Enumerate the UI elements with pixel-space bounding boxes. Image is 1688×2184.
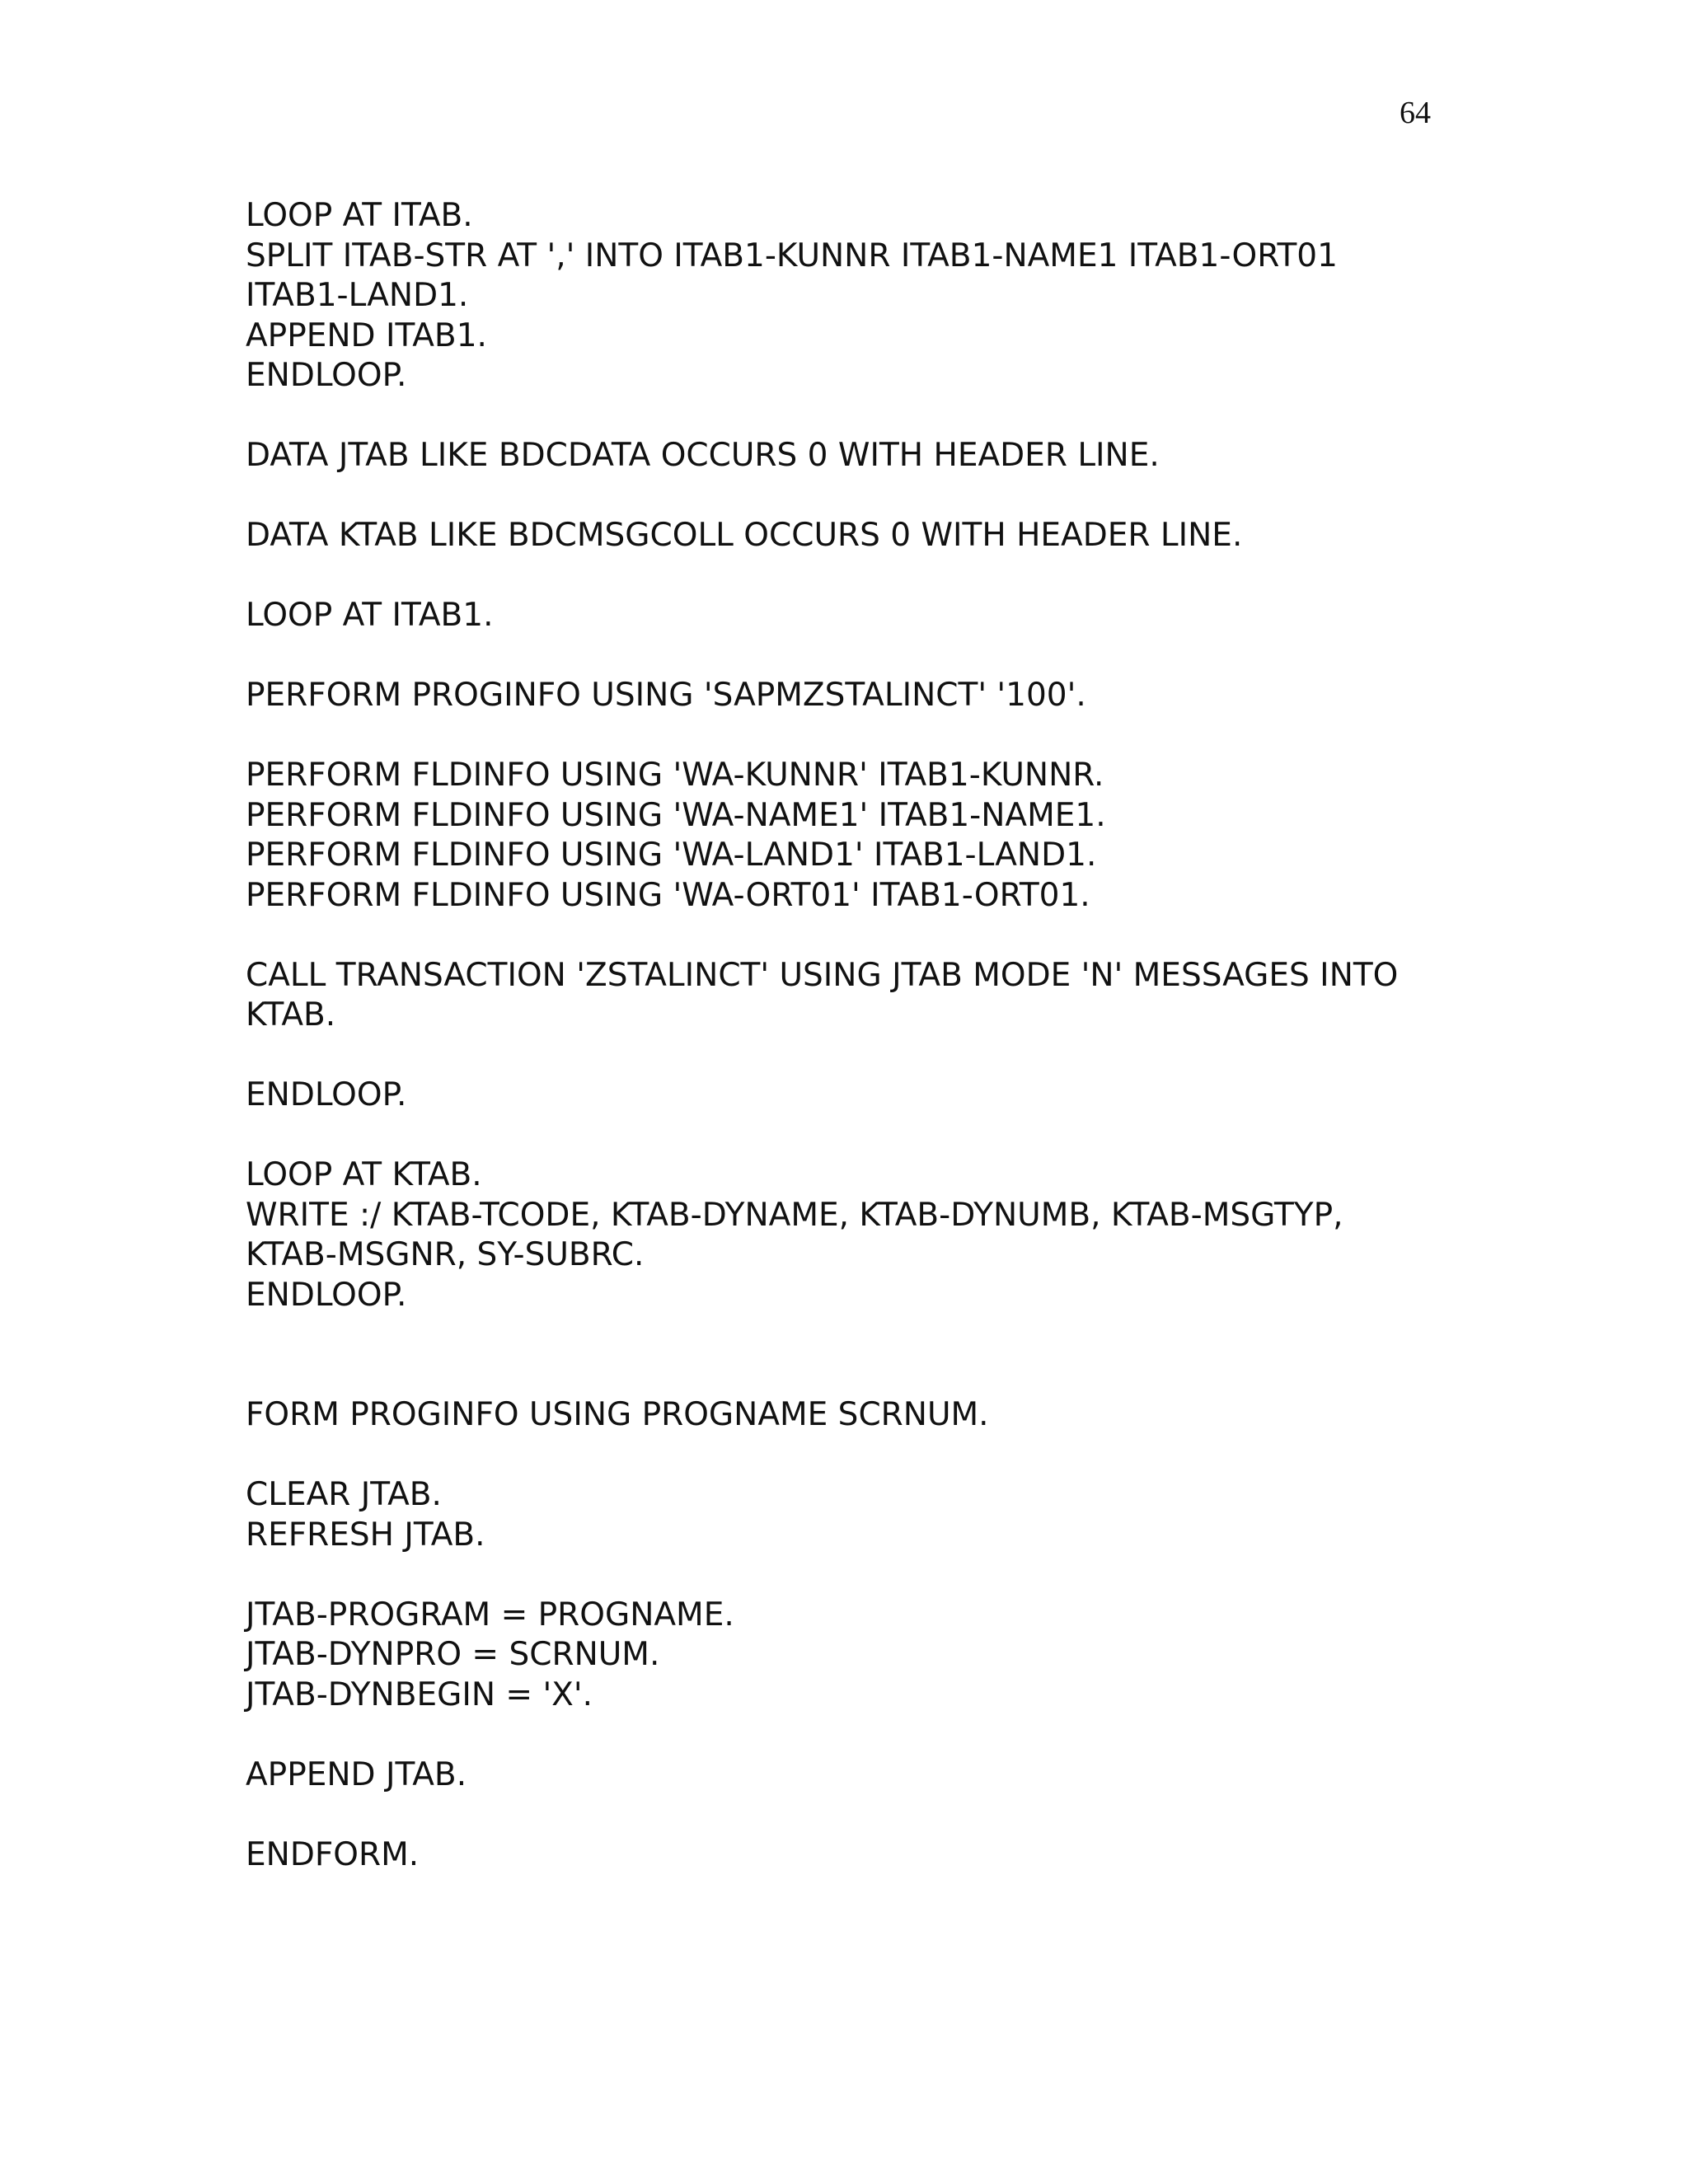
- block-spacer: [246, 1116, 1465, 1156]
- code-line: CLEAR JTAB.: [246, 1476, 442, 1513]
- code-line: LOOP AT ITAB.: [246, 197, 473, 234]
- code-line: APPEND ITAB1.: [246, 316, 487, 354]
- code-line: LOOP AT ITAB1.: [246, 597, 494, 634]
- code-line: ENDLOOP.: [246, 1276, 407, 1314]
- block-spacer: [246, 1436, 1465, 1476]
- block-spacer: [246, 1315, 1465, 1356]
- code-line: PERFORM FLDINFO USING 'WA-KUNNR' ITAB1-KUNNR.: [246, 757, 1104, 794]
- code-line: WRITE :/ KTAB-TCODE, KTAB-DYNAME, KTAB-DYNUMB, KTAB-MSGTYP,: [246, 1196, 1343, 1234]
- code-line: APPEND JTAB.: [246, 1755, 467, 1793]
- code-listing: [246, 196, 1465, 1875]
- code-line: JTAB-DYNBEGIN = 'X'.: [246, 1675, 593, 1713]
- block-spacer: [246, 556, 1465, 597]
- code-line: SPLIT ITAB-STR AT ',' INTO ITAB1-KUNNR ITAB1-NAME1 ITAB1-ORT01: [246, 237, 1338, 274]
- block-spacer: [246, 636, 1465, 677]
- code-line: DATA JTAB LIKE BDCDATA OCCURS 0 WITH HEADER LINE.: [246, 437, 1160, 474]
- code-line: JTAB-DYNPRO = SCRNUM.: [246, 1636, 660, 1673]
- block-spacer: [246, 916, 1465, 956]
- code-line: PERFORM FLDINFO USING 'WA-NAME1' ITAB1-NAME1.: [246, 796, 1106, 834]
- block-spacer: [246, 1715, 1465, 1755]
- block-spacer: [246, 1555, 1465, 1596]
- page-number: 64: [1400, 96, 1431, 130]
- code-line: ITAB1-LAND1.: [246, 277, 469, 314]
- block-spacer: [246, 476, 1465, 517]
- block-spacer: [246, 1036, 1465, 1076]
- code-line: DATA KTAB LIKE BDCMSGCOLL OCCURS 0 WITH HEADER LINE.: [246, 517, 1243, 554]
- code-line: KTAB-MSGNR, SY-SUBRC.: [246, 1236, 645, 1273]
- block-spacer: [246, 1356, 1465, 1396]
- block-spacer: [246, 716, 1465, 757]
- code-line: REFRESH JTAB.: [246, 1516, 485, 1554]
- code-line: PERFORM FLDINFO USING 'WA-LAND1' ITAB1-LAND1.: [246, 837, 1097, 874]
- code-line: JTAB-PROGRAM = PROGNAME.: [246, 1596, 734, 1633]
- code-line: ENDLOOP.: [246, 1076, 407, 1113]
- code-line: PERFORM PROGINFO USING 'SAPMZSTALINCT' '100'.: [246, 677, 1086, 714]
- block-spacer: [246, 1795, 1465, 1835]
- code-line: KTAB.: [246, 996, 336, 1033]
- code-line: CALL TRANSACTION 'ZSTALINCT' USING JTAB MODE 'N' MESSAGES INTO: [246, 956, 1399, 994]
- code-line: ENDLOOP.: [246, 357, 407, 394]
- code-line: FORM PROGINFO USING PROGNAME SCRNUM.: [246, 1396, 989, 1433]
- code-line: PERFORM FLDINFO USING 'WA-ORT01' ITAB1-ORT01.: [246, 876, 1090, 914]
- block-spacer: [246, 396, 1465, 437]
- code-line: LOOP AT KTAB.: [246, 1156, 482, 1193]
- code-line: ENDFORM.: [246, 1835, 420, 1873]
